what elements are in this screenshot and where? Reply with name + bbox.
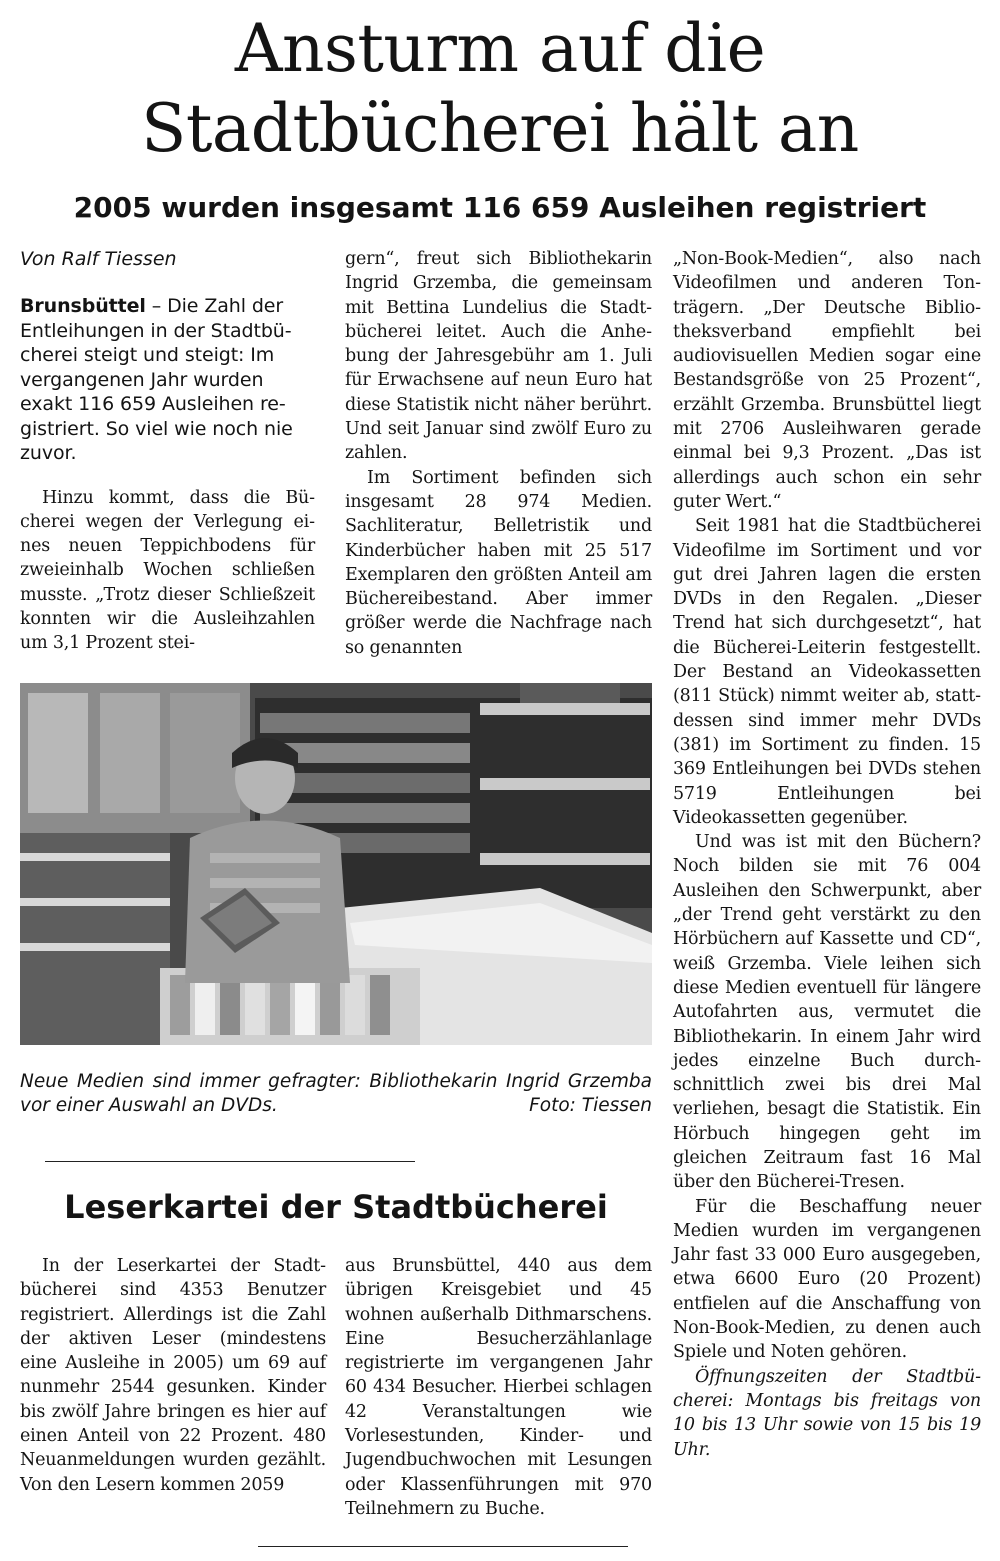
library-photo [20, 683, 652, 1045]
photo-caption-text: Neue Medien sind immer gefragter: Bibliothekarin Ingrid Grzemba vor einer Auswahl an DVDs. [20, 1071, 652, 1116]
article-paragraph: gern“, freut sich Bibliothekarin Ingrid Grzemba, die gemeinsam mit Bettina Lundelius die Stadtbücherei leitet. Auch die Anhebung der Jahresgebühr am 1. Juli für Erwachsene auf neun Euro hat diese Statistik nicht näher berührt. Und seit Januar sind zwölf Euro zu zahlen. [345, 249, 652, 464]
box-paragraph: aus Brunsbüttel, 440 aus dem übrigen Kreisgebiet und 45 wohnen außerhalb Dithmarschens. Eine Besucherzählanlage registrierte im vergangenen Jahr 60 434 Besucher. Hierbei schlagen 42 Veranstaltungen wie Vorlesestunden, Kinder- und Jugendbuchwochen mit Lesungen oder Klassenführungen mit 970 Teilnehmern zu Buche. [345, 1256, 652, 1519]
article-paragraph: Für die Beschaffung neuer Medien wurden im vergangenen Jahr fast 33 000 Euro ausgegeben, etwa 6600 Euro (20 Prozent) entfielen auf die Anschaffung von Non-Book-Medien, zu denen auch Spiele und Noten gehören. [673, 1196, 981, 1363]
box-title: Leserkartei der Stadtbücherei [64, 1188, 608, 1226]
box-column-2 [345, 1254, 652, 1521]
article-column-2 [345, 247, 652, 660]
opening-hours: Öffnungszeiten der Stadtbücherei: Montags bis freitags von 10 bis 13 Uhr sowie von 15 bis 19 Uhr. [673, 1366, 981, 1460]
dateline: Brunsbüttel [20, 295, 146, 317]
article-paragraph: Hinzu kommt, dass die Bücherei wegen der Verlegung eines neuen Teppichbodens für zweieinhalb Wochen schließen musste. „Trotz dieser Schließzeit konnten wir die Ausleihzahlen um 3,1 Prozent stei- [20, 487, 315, 654]
article-paragraph: Seit 1981 hat die Stadtbücherei Videofilme im Sortiment und vor gut drei Jahren lagen die ersten DVDs in den Regalen. „Dieser Trend hat sich durchgesetzt“, hat die Bücherei-Leiterin festgestellt. Der Bestand an Videokassetten (811 Stück) nimmt weiter ab, stattdessen sind immer mehr DVDs (381) im Sortiment zu finden. 15 369 Entleihungen bei DVDs stehen 5719 Entleihungen bei Videokassetten gegenüber. [673, 516, 981, 828]
box-paragraph: In der Leserkartei der Stadtbücherei sind 4353 Benutzer registriert. Allerdings ist die Zahl der aktiven Leser (mindestens eine Ausleihe in 2005) um 69 auf nunmehr 2544 gesunken. Kinder bis zwölf Jahre bringen es hier auf einen Anteil von 22 Prozent. 480 Neuanmeldungen wurden gezählt. Von den Lesern kommen 2059 [20, 1256, 326, 1495]
photo-caption [20, 1070, 652, 1118]
article-column-3 [673, 247, 981, 1462]
lead-paragraph [20, 294, 315, 466]
article-column-1 [20, 247, 315, 656]
box-column-1 [20, 1254, 326, 1497]
headline-line-1: Ansturm auf die [234, 10, 766, 87]
article-paragraph: Und was ist mit den Büchern? Noch bilden sie mit 76 004 Ausleihen den Schwerpunkt, aber „der Trend geht verstärkt zu den Hörbüchern auf Kassette und CD“, weiß Grzemba. Viele leihen sich diese Medien eventuell für längere Autofahrten aus, vermutet die Bibliothekarin. In einem Jahr wird jedes einzelne Buch durchschnittlich zwei bis drei Mal verliehen, besagt die Statistik. Ein Hörbuch hingegen geht im gleichen Zeitraum fast 16 Mal über den Bücherei-Tresen. [673, 832, 981, 1193]
lead-text: – Die Zahl der Entleihungen in der Stadtbücherei steigt und steigt: Im vergangenen Jahr wurden exakt 116 659 Ausleihen registriert. So viel wie noch nie zuvor. [20, 295, 293, 464]
article-paragraph: Im Sortiment befinden sich insgesamt 28 974 Medien. Sachliteratur, Belletristik und Kinderbücher haben mit 25 517 Exemplaren den größten Anteil am Büchereibestand. Aber immer größer werde die Nachfrage nach so genannten [345, 467, 652, 658]
divider-rule-bottom [258, 1546, 628, 1547]
byline: Von Ralf Tiessen [20, 248, 177, 270]
subheadline: 2005 wurden insgesamt 116 659 Ausleihen registriert [73, 191, 927, 224]
photo-caption-block [20, 1070, 652, 1118]
article-paragraph: „Non-Book-Medien“, also nach Videofilmen und anderen Tonträgern. „Der Deutsche Bibliotheksverband empfiehlt bei audiovisuellen Medien sogar eine Bestandsgröße von 25 Prozent“, erzählt Grzemba. Brunsbüttel liegt mit 2706 Ausleihwaren gerade einmal bei 9,3 Prozent. „Das ist allerdings auch schon ein sehr guter Wert.“ [673, 249, 981, 512]
photo-illustration [20, 683, 652, 1045]
divider-rule [45, 1161, 415, 1162]
headline-line-2: Stadtbücherei hält an [141, 90, 859, 167]
photo-credit: Foto: Tiessen [529, 1095, 652, 1116]
